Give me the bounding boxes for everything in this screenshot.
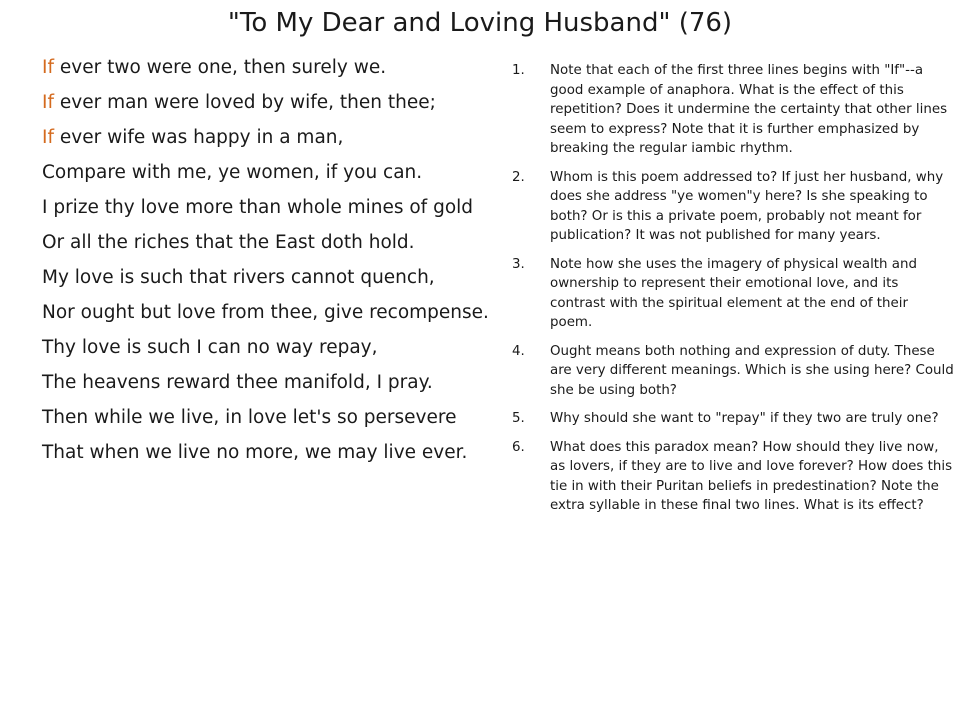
poem-text <box>42 54 490 474</box>
study-note <box>512 61 954 159</box>
note-number: 2. <box>512 169 525 185</box>
note-text: What does this paradox mean? How should they live now, as lovers, if they are to live and love forever? How does this tie in with their Puritan beliefs in predestination? Note the extra syllable in these final two lines. What is its effect? <box>550 439 953 513</box>
note-number: 4. <box>512 343 525 359</box>
study-note <box>512 168 954 246</box>
note-text: Note that each of the first three lines begins with "If"--a good example of anaphora. What is the effect of this repetition? Does it undermine the certainty that other lines seem to express? Note that it is further emphasized by breaking the regular iambic rhythm. <box>550 63 948 156</box>
poem-line-text: Compare with me, ye women, if you can. <box>42 162 423 183</box>
poem-line-text: ever wife was happy in a man, <box>53 127 344 148</box>
poem-line <box>42 299 490 327</box>
poem-line <box>42 229 490 257</box>
study-note <box>512 409 954 429</box>
poem-line-text: Thy love is such I can no way repay, <box>42 337 378 358</box>
poem-line-text: Then while we live, in love let's so persevere <box>42 407 457 428</box>
poem-line-text: I prize thy love more than whole mines of gold <box>42 197 474 218</box>
poem-line <box>42 404 490 432</box>
study-note <box>512 438 954 516</box>
poem-line-text: The heavens reward thee manifold, I pray. <box>42 372 433 393</box>
poem-line-text: Nor ought but love from thee, give recompense. <box>42 302 489 323</box>
poem-line <box>42 264 490 292</box>
note-number: 3. <box>512 256 525 272</box>
poem-line-text: My love is such that rivers cannot quench, <box>42 267 435 288</box>
note-number: 1. <box>512 63 525 78</box>
poem-line <box>42 54 490 82</box>
study-notes-list <box>512 61 954 525</box>
poem-line <box>42 159 490 187</box>
poem-line <box>42 439 490 467</box>
study-note <box>512 342 954 401</box>
poem-line <box>42 194 490 222</box>
note-text: Note how she uses the imagery of physical wealth and ownership to represent their emotional love, and its contrast with the spiritual element at the end of their poem. <box>550 256 917 330</box>
poem-line <box>42 334 490 362</box>
poem-line-text: ever man were loved by wife, then thee; <box>53 92 436 113</box>
slide-title: "To My Dear and Loving Husband" (76) <box>227 8 733 38</box>
note-number: 6. <box>512 439 525 455</box>
anaphora-word: If <box>42 92 54 113</box>
note-text: Why should she want to "repay" if they two are truly one? <box>550 411 939 426</box>
anaphora-word: If <box>42 57 54 78</box>
note-text: Whom is this poem addressed to? If just her husband, why does she address "ye women"y here? Is she speaking to both? Or is this a private poem, probably not meant for publication? It was not published for many years. <box>550 169 944 243</box>
poem-line <box>42 369 490 397</box>
poem-line-text: ever two were one, then surely we. <box>53 57 387 78</box>
poem-line <box>42 89 490 117</box>
poem-line <box>42 124 490 152</box>
anaphora-word: If <box>42 127 54 148</box>
note-text: Ought means both nothing and expression of duty. These are very different meanings. Which is she using here? Could she be using both? <box>550 343 954 398</box>
poem-line-text: Or all the riches that the East doth hold. <box>42 232 415 253</box>
study-note <box>512 255 954 333</box>
poem-line-text: That when we live no more, we may live ever. <box>42 442 468 463</box>
note-number: 5. <box>512 411 525 426</box>
